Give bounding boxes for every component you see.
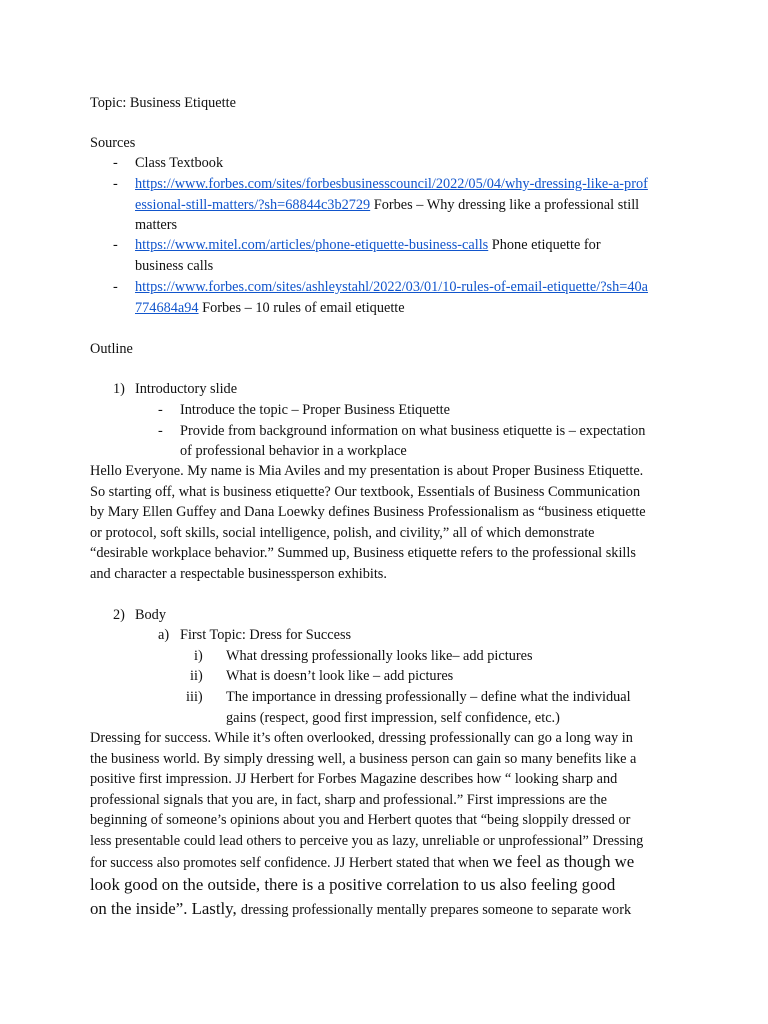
intro-bullet-2-cont: of professional behavior in a workplace <box>180 443 407 459</box>
paragraph-line: Dressing for success. While it’s often overlooked, dressing professionally can go a long way in <box>90 730 633 746</box>
outline-marker: i) <box>194 648 203 664</box>
paragraph-line: by Mary Ellen Guffey and Dana Loewky defines Business Professionalism as “business etiquette <box>90 504 646 520</box>
forbes-email-link[interactable]: https://www.forbes.com/sites/ashleystahl/2022/03/01/10-rules-of-email-etiquette/?sh=40a <box>135 279 648 295</box>
body-point-iii-cont: gains (respect, good first impression, self confidence, etc.) <box>226 710 560 726</box>
outline-item-body: Body <box>135 607 166 623</box>
outline-item-intro: Introductory slide <box>135 381 238 397</box>
source-description-cont: matters <box>135 217 178 233</box>
paragraph-text-large: we feel as though we <box>492 852 635 871</box>
source-item-forbes-dressing <box>135 174 735 194</box>
paragraph-line-large: look good on the outside, there is a positive correlation to us also feeling good <box>90 875 616 894</box>
sources-heading: Sources <box>90 135 136 151</box>
outline-marker: ii) <box>190 668 203 684</box>
source-bullet-dash: - <box>113 155 118 171</box>
source-description: Phone etiquette for <box>488 237 601 253</box>
paragraph-line: and character a respectable businessperson exhibits. <box>90 566 387 582</box>
source-bullet-dash: - <box>113 237 118 253</box>
mitel-link[interactable]: https://www.mitel.com/articles/phone-etiquette-business-calls <box>135 237 489 253</box>
source-item-mitel <box>135 235 735 255</box>
outline-marker: 1) <box>113 381 125 397</box>
body-subtopic-a: First Topic: Dress for Success <box>180 627 352 643</box>
source-item-forbes-dressing-cont <box>135 195 735 215</box>
paragraph-line: beginning of someone’s opinions about you and Herbert quotes that “being sloppily dressed or <box>90 812 631 828</box>
source-item-forbes-email <box>135 277 735 297</box>
paragraph-line: less presentable could lead others to perceive you as lazy, unreliable or unprofessional” Dressing <box>90 833 644 849</box>
source-item-textbook: Class Textbook <box>135 155 224 171</box>
paragraph-line: “desirable workplace behavior.” Summed up, Business etiquette refers to the professional skills <box>90 545 636 561</box>
intro-bullet-1: Introduce the topic – Proper Business Etiquette <box>180 402 450 418</box>
source-description: Forbes – Why dressing like a professional still <box>370 197 640 213</box>
outline-bullet-dash: - <box>158 402 163 418</box>
paragraph-line: positive first impression. JJ Herbert for Forbes Magazine describes how “ looking sharp and <box>90 771 618 787</box>
paragraph-line: So starting off, what is business etiquette? Our textbook, Essentials of Business Communication <box>90 484 641 500</box>
paragraph-line: Hello Everyone. My name is Mia Aviles and my presentation is about Proper Business Etiquette. <box>90 463 644 479</box>
paragraph-line <box>90 852 690 873</box>
source-description: Forbes – 10 rules of email etiquette <box>198 300 405 316</box>
source-description-cont: business calls <box>135 258 214 274</box>
source-bullet-dash: - <box>113 279 118 295</box>
paragraph-text: for success also promotes self confidence. JJ Herbert stated that when <box>90 855 493 871</box>
outline-marker: 2) <box>113 607 125 623</box>
paragraph-text: dressing professionally mentally prepares someone to separate work <box>240 902 632 918</box>
outline-marker: a) <box>158 627 170 643</box>
outline-heading: Outline <box>90 341 133 357</box>
source-item-forbes-email-cont <box>135 298 735 318</box>
topic-line: Topic: Business Etiquette <box>90 95 236 111</box>
outline-bullet-dash: - <box>158 423 163 439</box>
paragraph-text-large: on the inside”. Lastly, <box>90 899 241 918</box>
paragraph-line: the business world. By simply dressing well, a business person can gain so many benefits like a <box>90 751 637 767</box>
paragraph-line <box>90 899 690 920</box>
forbes-email-link-cont[interactable]: 774684a94 <box>135 300 199 316</box>
body-point-i: What dressing professionally looks like– add pictures <box>226 648 533 664</box>
body-point-ii: What is doesn’t look like – add pictures <box>226 668 454 684</box>
paragraph-line: professional signals that you are, in fact, sharp and professional.” First impressions are the <box>90 792 607 808</box>
body-point-iii: The importance in dressing professionally – define what the individual <box>226 689 631 705</box>
paragraph-line: or protocol, soft skills, social intelligence, polish, and civility,” all of which demonstrate <box>90 525 595 541</box>
forbes-dressing-link[interactable]: https://www.forbes.com/sites/forbesbusinesscouncil/2022/05/04/why-dressing-like-a-prof <box>135 176 648 192</box>
outline-marker: iii) <box>186 689 203 705</box>
intro-bullet-2: Provide from background information on what business etiquette is – expectation <box>180 423 646 439</box>
source-bullet-dash: - <box>113 176 118 192</box>
forbes-dressing-link-cont[interactable]: essional-still-matters/?sh=68844c3b2729 <box>135 197 371 213</box>
